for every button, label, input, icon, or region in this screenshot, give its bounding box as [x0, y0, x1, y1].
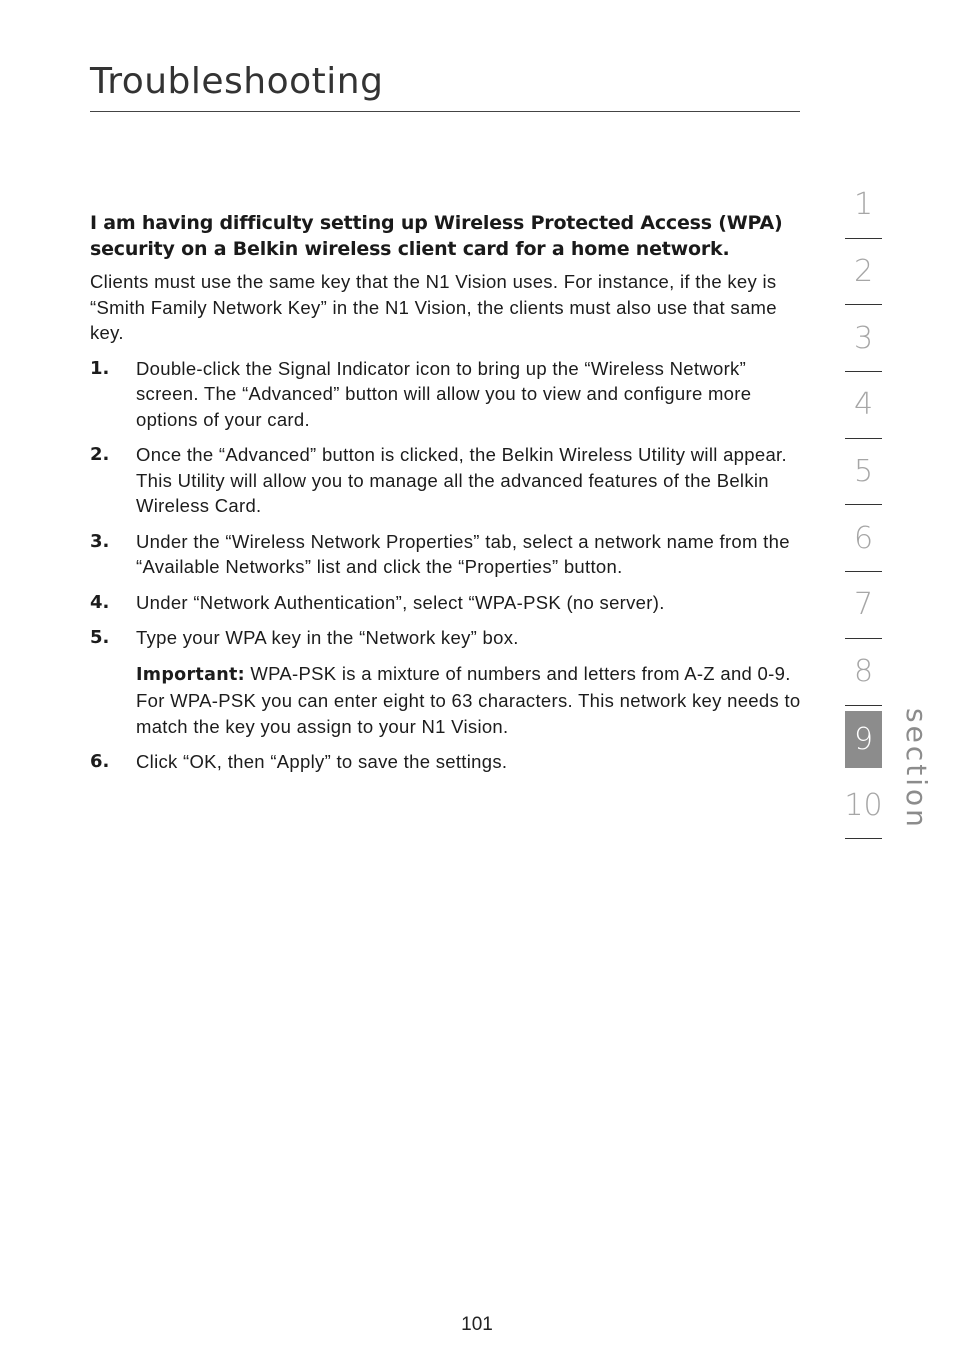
step-item: [90, 749, 802, 775]
section-nav-item-9[interactable]: 9: [845, 711, 882, 768]
step-item: [90, 442, 802, 519]
step-item: [90, 590, 802, 616]
step-number: 6.: [90, 751, 110, 772]
section-nav-item-8[interactable]: 8: [845, 639, 882, 706]
section-nav-item-10[interactable]: 10: [845, 772, 882, 839]
important-text: WPA-PSK is a mixture of numbers and letters from A-Z and 0-9. For WPA-PSK you can enter eight to 63 characters. This network key needs to match the key you assign to your N1 Vision.: [136, 662, 801, 737]
section-nav-item-3[interactable]: 3: [845, 305, 882, 372]
step-text: Once the “Advanced” button is clicked, the Belkin Wireless Utility will appear. This Utility will allow you to manage all the advanced features of the Belkin Wireless Card.: [136, 444, 787, 516]
steps-list: [90, 356, 802, 775]
section-nav-item-7[interactable]: 7: [845, 572, 882, 639]
main-content: [90, 210, 802, 785]
section-label: section: [900, 708, 933, 830]
section-nav-item-5[interactable]: 5: [845, 439, 882, 506]
section-nav-item-6[interactable]: 6: [845, 505, 882, 572]
section-nav: [845, 172, 882, 839]
section-nav-item-4[interactable]: 4: [845, 372, 882, 439]
important-note: [136, 661, 802, 740]
important-label: Important:: [136, 664, 245, 685]
page-number: 101: [461, 1314, 493, 1335]
question-heading: I am having difficulty setting up Wireless Protected Access (WPA) security on a Belkin wireless client card for a home network.: [90, 212, 783, 260]
step-text: Under “Network Authentication”, select “WPA-PSK (no server).: [136, 591, 665, 613]
step-number: 5.: [90, 627, 110, 648]
step-text: Type your WPA key in the “Network key” box.: [136, 627, 519, 648]
step-number: 4.: [90, 591, 110, 613]
step-item: [90, 529, 802, 580]
section-nav-item-2[interactable]: 2: [845, 239, 882, 306]
step-number: 1.: [90, 357, 110, 379]
step-text: Double-click the Signal Indicator icon to bring up the “Wireless Network” screen. The “Advanced” button will allow you to view and configure more options of your card.: [136, 357, 752, 430]
step-text: Click “OK, then “Apply” to save the settings.: [136, 751, 508, 772]
intro-paragraph: Clients must use the same key that the N1 Vision uses. For instance, if the key is “Smith Family Network Key” in the N1 Vision, the clients must also use that same key.: [90, 271, 777, 343]
page-title: Troubleshooting: [90, 61, 384, 102]
step-number: 2.: [90, 444, 110, 465]
step-number: 3.: [90, 530, 110, 552]
step-text: Under the “Wireless Network Properties” tab, select a network name from the “Available Networks” list and click the “Properties” button.: [136, 530, 790, 577]
step-item: [90, 356, 802, 433]
section-nav-item-1[interactable]: 1: [845, 172, 882, 239]
title-divider: [90, 111, 800, 112]
step-item: [90, 625, 802, 739]
